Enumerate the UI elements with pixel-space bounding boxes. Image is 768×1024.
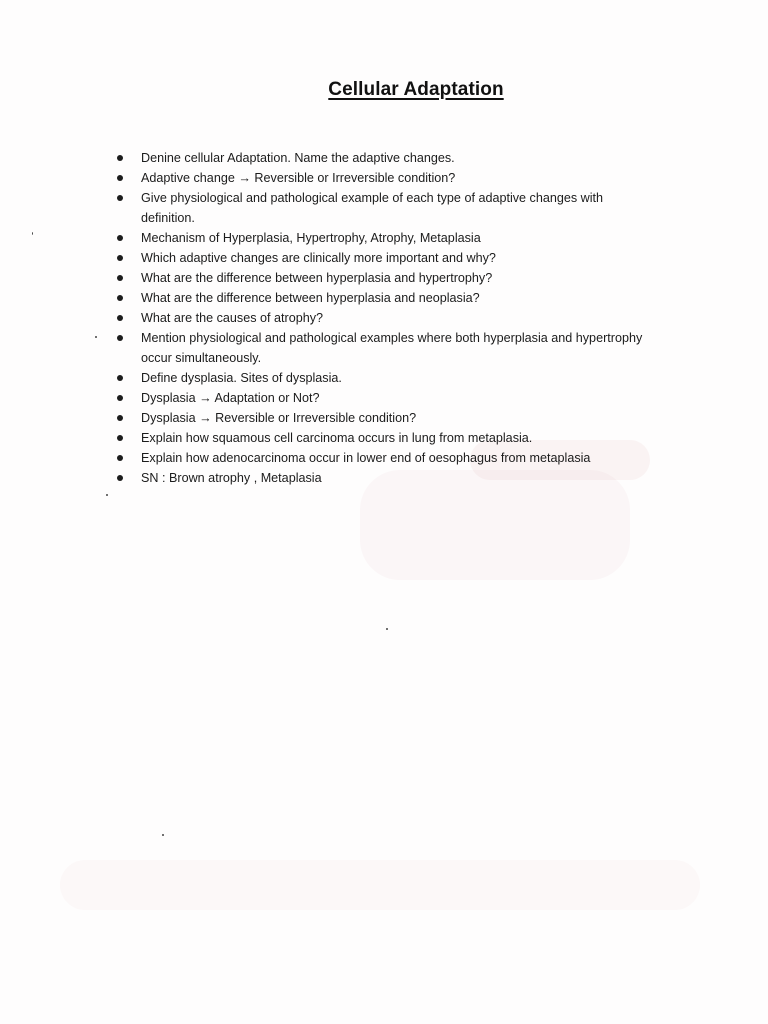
bullet-icon (117, 255, 123, 261)
bullet-icon (117, 455, 123, 461)
scan-speck (162, 834, 164, 836)
list-item (117, 308, 657, 328)
question-list (117, 148, 657, 488)
page-title: Cellular Adaptation (328, 79, 504, 100)
question-text: What are the difference between hyperplasia and neoplasia? (141, 291, 480, 305)
scan-speck (95, 336, 97, 338)
list-item (117, 148, 657, 168)
scan-speck (386, 628, 388, 630)
bullet-icon (117, 295, 123, 301)
bullet-icon (117, 375, 123, 381)
list-item (117, 448, 657, 468)
question-text: What are the causes of atrophy? (141, 311, 324, 325)
bullet-icon (117, 175, 123, 181)
list-item (117, 288, 657, 308)
list-item (117, 248, 657, 268)
scan-speck (32, 232, 33, 235)
question-text: Define dysplasia. Sites of dysplasia. (141, 371, 342, 385)
question-text: What are the difference between hyperplasia and hypertrophy? (141, 271, 493, 285)
question-text: Dysplasia → Reversible or Irreversible condition? (141, 411, 417, 425)
list-item (117, 368, 657, 388)
bullet-icon (117, 195, 123, 201)
question-text: Give physiological and pathological example of each type of adaptive changes with definition. (141, 191, 604, 225)
question-text: SN : Brown atrophy , Metaplasia (141, 471, 322, 485)
list-item (117, 428, 657, 448)
list-item (117, 168, 657, 188)
bullet-icon (117, 315, 123, 321)
question-text: Mechanism of Hyperplasia, Hypertrophy, Atrophy, Metaplasia (141, 231, 481, 245)
bullet-icon (117, 155, 123, 161)
list-item (117, 268, 657, 288)
question-text: Which adaptive changes are clinically more important and why? (141, 251, 496, 265)
list-item (117, 188, 657, 228)
question-text: Adaptive change → Reversible or Irreversible condition? (141, 171, 456, 185)
question-text: Explain how adenocarcinoma occur in lower end of oesophagus from metaplasia (141, 451, 591, 465)
question-text: Dysplasia → Adaptation or Not? (141, 391, 320, 405)
bullet-icon (117, 395, 123, 401)
question-text: Mention physiological and pathological examples where both hyperplasia and hypertrophy occur simultaneously. (141, 331, 643, 365)
list-item (117, 328, 657, 368)
bullet-icon (117, 235, 123, 241)
list-item (117, 408, 657, 428)
scan-bleed-through (60, 860, 700, 910)
list-item (117, 388, 657, 408)
question-text: Explain how squamous cell carcinoma occurs in lung from metaplasia. (141, 431, 533, 445)
bullet-icon (117, 435, 123, 441)
question-text: Denine cellular Adaptation. Name the adaptive changes. (141, 151, 455, 165)
bullet-icon (117, 335, 123, 341)
bullet-icon (117, 275, 123, 281)
scan-speck (106, 494, 108, 496)
list-item (117, 468, 657, 488)
bullet-icon (117, 415, 123, 421)
bullet-icon (117, 475, 123, 481)
list-item (117, 228, 657, 248)
